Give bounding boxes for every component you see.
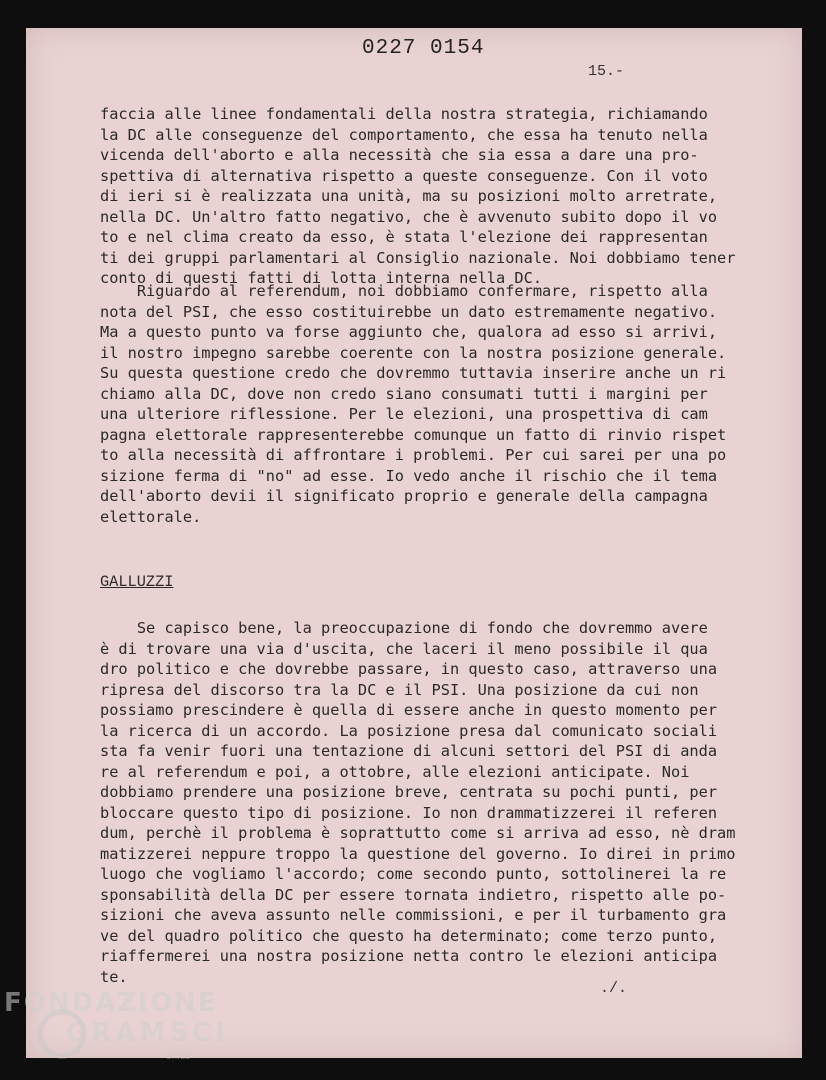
speaker-name: GALLUZZI (100, 573, 174, 591)
paragraph-1: faccia alle linee fondamentali della nostra strategia, richiamando la DC alle conseguenze del comportamento, che essa ha tenuto nella vicenda dell'aborto e alla necessità che sia essa a dare una pro- spettiva di alternativa rispetto a queste conseguenze. Con il voto di ieri si è realizzata una unità, ma su posizioni molto arretrate, nella DC. Un'altro fatto negativo, che è avvenuto subito dopo il vo to e nel clima creato da esso, è stata l'elezione dei rappresentan ti dei gruppi parlamentari al Consiglio nazionale. Noi dobbiamo tener conto di questi fatti di lotta interna nella DC. (100, 105, 736, 287)
page-number: 15.- (588, 63, 625, 80)
archive-document-number: 0227 0154 (362, 37, 485, 60)
watermark-line-2: GRAMSCI (66, 1018, 229, 1048)
watermark-line-1: FONDAZIONE (4, 988, 218, 1018)
continuation-mark: ./. (600, 980, 628, 997)
watermark-onlus: onlus (166, 1052, 191, 1062)
paragraph-3: Se capisco bene, la preoccupazione di fondo che dovremmo avere è di trovare una via d'uscita, che laceri il meno possibile il qua dro politico e che dovrebbe passare, in questo caso, attraverso una ripresa del discorso tra la DC e il PSI. Una posizione da cui non possiamo prescindere è quella di essere anche in questo momento per la ricerca di un accordo. La posizione presa dal comunicato sociali sta fa venir fuori una tentazione di alcuni settori del PSI di anda re al referendum e poi, a ottobre, alle elezioni anticipate. Noi dobbiamo prendere una posizione breve, centrata su pochi punti, per bloccare questo tipo di posizione. Io non drammatizzerei il referen dum, perchè il problema è soprattutto come si arriva ad esso, nè dram matizzerei neppure troppo la questione del governo. Io direi in primo luogo che vogliamo l'accordo; come secondo punto, sottolinerei la re sponsabilità della DC per essere tornata indietro, rispetto alle po- sizioni che aveva assunto nelle commissioni, e per il turbamento gra ve del quadro politico che questo ha determinato; come terzo punto, riaffermerei una nostra posizione netta contro le elezioni anticipa te. (100, 619, 736, 986)
watermark (4, 988, 229, 1048)
paragraph-2: Riguardo al referendum, noi dobbiamo confermare, rispetto alla nota del PSI, che esso costituirebbe un dato estremamente negativo. Ma a questo punto va forse aggiunto che, qualora ad esso si arrivi, il nostro impegno sarebbe coerente con la nostra posizione generale. Su questa questione credo che dovremmo tuttavia inserire anche un ri chiamo alla DC, dove non credo siano consumati tutti i margini per una ulteriore riflessione. Per le elezioni, una prospettiva di cam pagna elettorale rappresenterebbe comunque un fatto di rinvio rispet to alla necessità di affrontare i problemi. Per cui sarei per una po sizione ferma di "no" ad esse. Io vedo anche il rischio che il tema dell'aborto devii il significato proprio e generale della campagna elettorale. (100, 282, 727, 526)
